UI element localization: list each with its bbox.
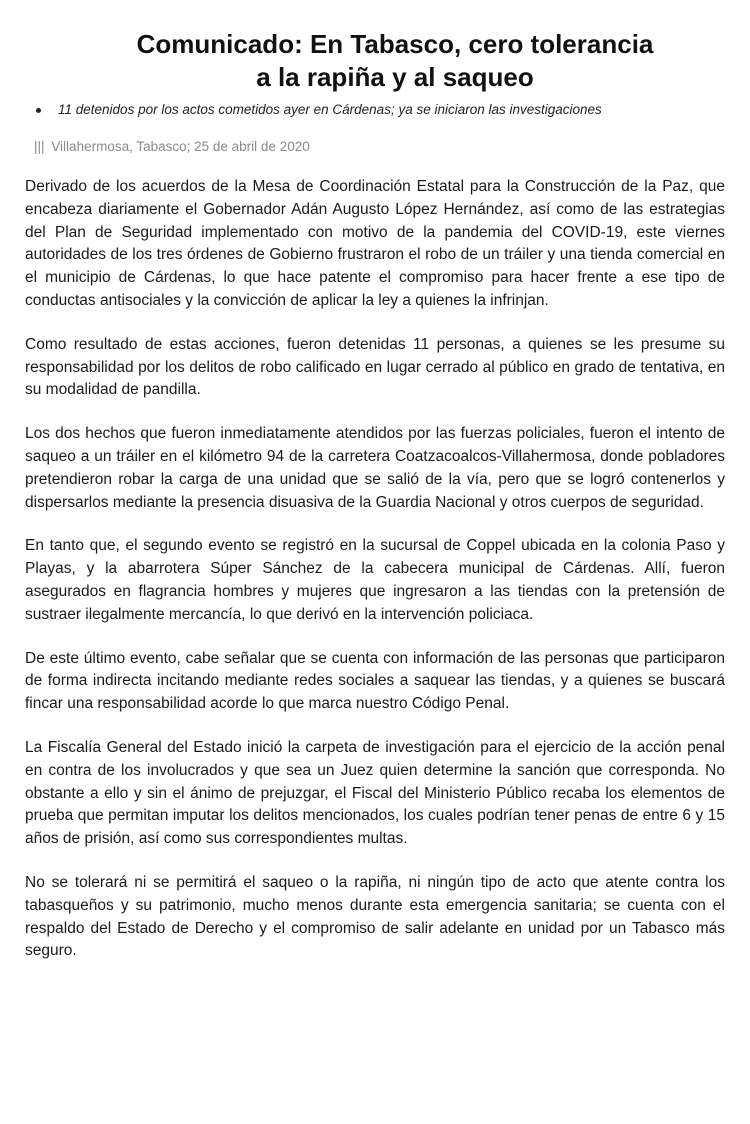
paragraph-7: No se tolerará ni se permitirá el saqueo o la rapiña, ni ningún tipo de acto que atente contra los tabasqueños y su patrimonio, mucho menos durante esta emergencia sanitaria; se cuenta con el respaldo del Estado de Derecho y el compromiso de salir adelante en unidad por un Tabasco más seguro. xyxy=(25,873,725,960)
article-body xyxy=(25,176,725,984)
paragraph-3: Los dos hechos que fueron inmediatamente atendidos por las fuerzas policiales, fueron el intento de saqueo a un tráiler en el kilómetro 94 de la carretera Coatzacoalcos-Villahermosa, donde pobladores pretendieron robar la carga de una unidad que se salió de la vía, pero que se logró contenerlos y dispersarlos mediante la presencia disuasiva de la Guardia Nacional y otros cuerpos de seguridad. xyxy=(25,425,725,511)
paragraph-4: En tanto que, el segundo evento se registró en la sucursal de Coppel ubicada en la colonia Paso y Playas, y la abarrotera Súper Sánchez de la cabecera municipal de Cárdenas. Allí, fueron asegurados en flagrancia hombres y mujeres que ingresaron a las tiendas con la pretensión de sustraer ilegalmente mercancía, lo que derivó en la intervención policiaca. xyxy=(25,537,725,623)
bullet-icon xyxy=(36,108,41,113)
summary-text: 11 detenidos por los actos cometidos ayer en Cárdenas; ya se iniciaron las investigaciones xyxy=(58,102,602,117)
paragraph-6: La Fiscalía General del Estado inició la carpeta de investigación para el ejercicio de la acción penal en contra de los involucrados y que sea un Juez quien determine la sanción que corresponda. No obstante a ello y sin el ánimo de prejuzgar, el Fiscal del Ministerio Público recaba los elementos de prueba que permitan imputar los delitos mencionados, los cuales podrían tener penas de entre 6 y 15 años de prisión, así como sus correspondientes multas. xyxy=(25,738,725,848)
dateline-text: Villahermosa, Tabasco; 25 de abril de 2020 xyxy=(51,139,310,154)
dateline xyxy=(34,137,310,157)
paragraph-2: Como resultado de estas acciones, fueron detenidas 11 personas, a quienes se les presume su responsabilidad por los delitos de robo calificado en lugar cerrado al público en grado de tentativa, en su modalidad de pandilla. xyxy=(25,335,725,399)
summary-item xyxy=(36,100,736,120)
paragraph-1: Derivado de los acuerdos de la Mesa de Coordinación Estatal para la Construcción de la Paz, que encabeza diariamente el Gobernador Adán Augusto López Hernández, así como de las estrategias del Plan de Seguridad implementado con motivo de la pandemia del COVID-19, este viernes autoridades de los tres órdenes de Gobierno frustraron el robo de un tráiler y una tienda comercial en el municipio de Cárdenas, lo que hace patente el compromiso para hacer frente a ese tipo de conductas antisociales y la convicción de aplicar la ley a quienes la infrinjan. xyxy=(25,178,725,309)
dateline-mark: ||| xyxy=(34,139,45,154)
paragraph-5: De este último evento, cabe señalar que se cuenta con información de las personas que participaron de forma indirecta incitando mediante redes sociales a saquear las tiendas, y a quienes se buscará fincar una responsabilidad acorde lo que marca nuestro Código Penal. xyxy=(25,649,725,713)
title-line-1: Comunicado: En Tabasco, cero tolerancia xyxy=(136,29,654,59)
page-title xyxy=(60,28,730,94)
summary-list xyxy=(36,100,736,120)
title-line-2: a la rapiña y al saqueo xyxy=(256,62,534,92)
